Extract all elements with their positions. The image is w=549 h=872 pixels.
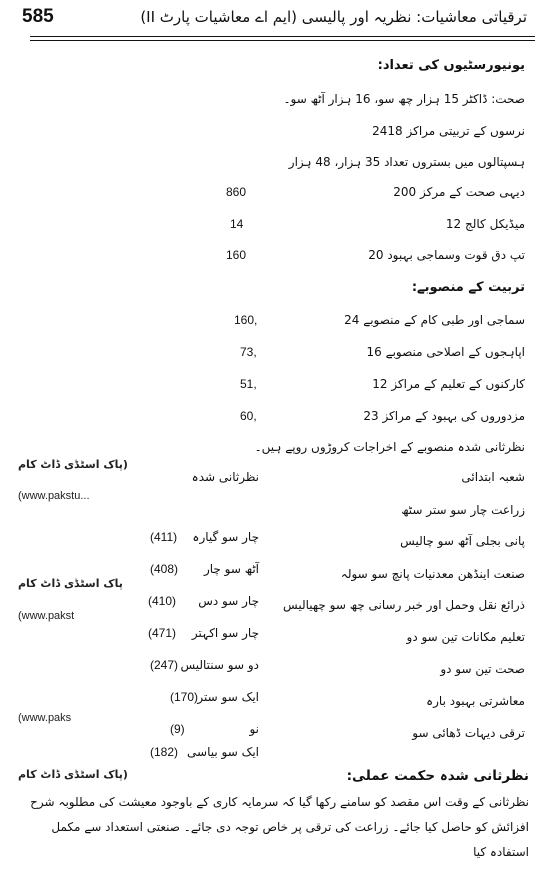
table-row-revised-words: آٹھ سو چار (203, 562, 259, 576)
table-row-label: دیہی صحت کے مرکز 200 (393, 185, 525, 199)
table-row-revised-number: (247) (150, 658, 179, 672)
table-row-label: تپ دق قوت وسماجی بہبود 20 (368, 248, 525, 262)
training-projects-heading: تربیت کے منصوبے: (411, 280, 525, 295)
watermark-url: (www.pakst (18, 610, 75, 622)
page-number: 585 (22, 6, 54, 27)
table-row-revised-words: چار سو دس (198, 594, 259, 608)
health-doctors-line: صحت: ڈاکٹر 15 ہزار چھ سو، 16 ہزار آٹھ سو۔ (283, 92, 525, 106)
table-row-label: سماجی اور طبی کام کے منصوبے 24 (344, 313, 525, 327)
table-row-value: 73, (240, 345, 257, 359)
table-row-revised-number: (410) (148, 594, 177, 608)
table-row-sector: معاشرتی بہبود بارہ (426, 694, 525, 708)
table-row-sector: ترقی دیہات ڈھائی سو (412, 726, 525, 740)
table-row-sector: ذرائع نقل وحمل اور خبر رسانی چھ سو چھیالیس (283, 598, 525, 612)
table-row-value: 860 (226, 185, 247, 199)
revised-expenditure-intro: نظرثانی شدہ منصوبے کے اخراجات کروڑوں روپے ہیں۔ (254, 440, 525, 454)
table-row-value: 51, (240, 377, 257, 391)
table-row-revised-words: ایک سو ستر (197, 690, 259, 704)
table-row-revised-number: (170) (170, 690, 199, 704)
universities-heading: یونیورسٹیوں کی تعداد: (377, 58, 525, 73)
table-row-sector: صحت تین سو دو (440, 662, 525, 676)
table-row-revised-words: نو (249, 722, 259, 736)
watermark-url: (www.paks (18, 712, 72, 724)
table-row-label: مزدوروں کی بہبود کے مراکز 23 (363, 409, 525, 423)
table-row-sector: پانی بجلی آٹھ سو چالیس (400, 534, 525, 548)
hospital-beds-line: ہسپتالوں میں بستروں تعداد 35 ہزار، 48 ہزار (288, 155, 525, 169)
revised-strategy-heading: نظرثانی شدہ حکمت عملی: (346, 768, 529, 784)
table-row-value: 60, (240, 409, 257, 423)
column-header-revised: نظرثانی شدہ (191, 470, 259, 484)
table-row-revised-words: چار سو اکہتر (191, 626, 259, 640)
table-row-revised-number: (471) (148, 626, 177, 640)
watermark-site-name: (پاک اسٹڈی ڈاٹ کام (18, 458, 128, 471)
table-row-label: کارکنوں کے تعلیم کے مراکز 12 (372, 377, 525, 391)
table-row-label: میڈیکل کالج 12 (445, 217, 525, 231)
revised-strategy-paragraph: نظرثانی کے وقت اس مقصد کو سامنے رکھا گیا کہ سرمایہ کاری کے باوجود معیشت کی مطلوبہ شرح افزائش کو حاصل کیا جائے۔ زراعت کی ترقی پر خاص توجہ دی جائے۔ صنعتی استعداد سے مکمل استفادہ کیا (30, 795, 529, 859)
table-row-value: 14 (230, 217, 244, 231)
table-row-revised-words: چار سو گیارہ (192, 530, 259, 544)
table-row-revised-number: (411) (150, 530, 178, 544)
watermark-site-name: (پاک اسٹڈی ڈاٹ کام (18, 768, 128, 781)
table-row-sector: صنعت اینڈھن معدنیات پانچ سو سولہ (340, 567, 525, 581)
column-header-sector: شعبہ ابتدائی (461, 470, 525, 484)
table-row-revised-words: دو سو سنتالیس (180, 658, 259, 672)
running-header-title: ترقیاتی معاشیات: نظریہ اور پالیسی (ایم اے معاشیات پارٹ II) (140, 8, 527, 26)
table-row-sector: تعلیم مکانات تین سو دو (406, 630, 525, 644)
nurses-line: نرسوں کے تربیتی مراکز 2418 (372, 124, 525, 138)
watermark-url: (www.pakstu... (18, 490, 90, 502)
table-row-label: اپاہجوں کے اصلاحی منصوبے 16 (366, 345, 525, 359)
header-rule-bottom (30, 40, 535, 41)
header-rule-top (30, 36, 535, 37)
table-row-value: 160 (226, 248, 247, 262)
table-row-revised-number: (182) (150, 745, 179, 759)
watermark-site-name: پاک اسٹڈی ڈاٹ کام (18, 577, 123, 590)
table-row-revised-number: (9) (170, 722, 185, 736)
table-row-value: 160, (234, 313, 258, 327)
table-row-revised-words: ایک سو بیاسی (187, 745, 259, 759)
table-row-revised-number: (408) (150, 562, 179, 576)
table-row-sector: زراعت چار سو ستر سٹھ (401, 503, 525, 517)
